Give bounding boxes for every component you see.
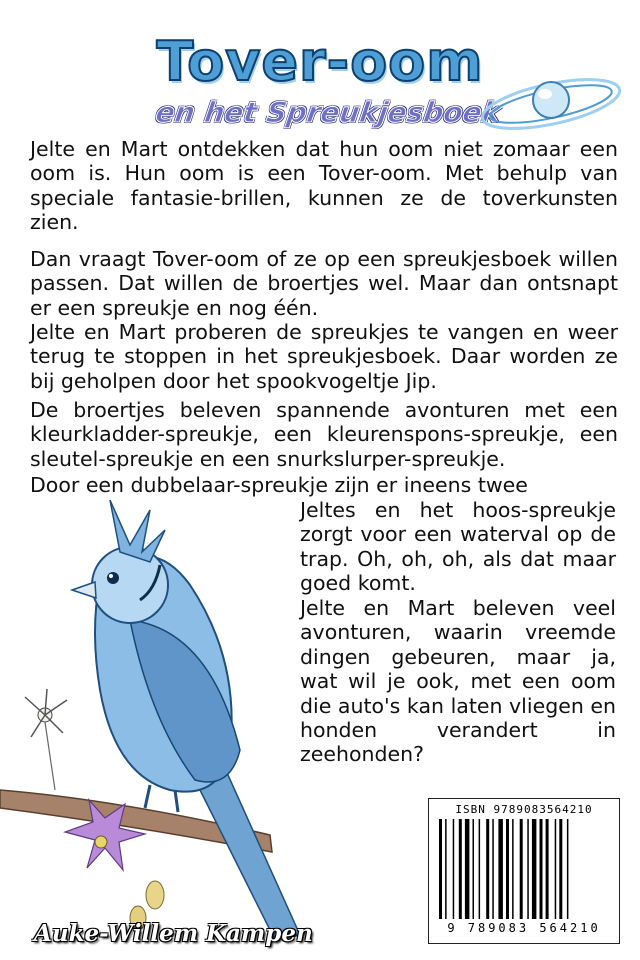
book-title: Tover-oom	[156, 30, 484, 93]
barcode-bar	[498, 819, 503, 919]
blurb-paragraph: Jelte en Mart ontdekken dat hun oom niet zomaar een oom is. Hun oom is een Tover-oom. Met behulp van speciale fantasie-brillen, kunnen ze de toverkunsten zien.	[30, 137, 618, 235]
book-subtitle: en het Spreukjesboek	[153, 96, 503, 129]
barcode-bar	[559, 819, 562, 919]
barcode-bar	[555, 819, 557, 919]
blurb-paragraph: Dan vraagt Tover-oom of ze op een spreukjesboek willen passen. Dat willen de broertjes wel. Maar dan ontsnapt er een spreukje en nog één.	[30, 247, 618, 320]
barcode-bar	[492, 819, 494, 919]
barcode-bar	[527, 819, 529, 919]
barcode-bar	[445, 819, 447, 919]
barcode-bar	[546, 819, 549, 919]
barcode-bar	[479, 819, 481, 919]
barcode-bar	[532, 819, 537, 919]
barcode	[428, 798, 620, 944]
blurb-paragraph: De broertjes beleven spannende avonturen met een kleurkladder-spreukje, een kleurenspons-spreukje, een sleutel-spreukje en een snurkslurper-spreukje.	[30, 398, 618, 471]
planet-ring-icon	[476, 62, 626, 142]
barcode-bar	[439, 819, 442, 919]
barcode-bar	[567, 819, 569, 919]
barcode-bars	[437, 819, 611, 919]
barcode-bar	[465, 819, 470, 919]
flower-icon	[25, 689, 67, 790]
barcode-bar	[520, 819, 523, 919]
blurb-paragraph: Jelte en Mart beleven veel avonturen, waarin vreemde dingen gebeuren, maar ja, wat wil je ook, met een oom die auto's kan laten vliegen en honden verandert in zeehonden?	[300, 596, 616, 767]
bird-illustration	[0, 490, 330, 960]
author-name: Auke-Willem Kampen	[34, 920, 313, 947]
barcode-bar	[453, 819, 455, 919]
barcode-bar	[512, 819, 514, 919]
blurb-paragraph: Jelte en Mart proberen de spreukjes te vangen en weer terug te stoppen in het spreukjesboek. Daar worden ze bij geholpen door het spookvogeltje Jip.	[30, 320, 618, 393]
barcode-bar	[540, 819, 543, 919]
barcode-bar	[459, 819, 462, 919]
isbn-digits: 9 789083 564210	[447, 921, 601, 935]
blurb-paragraph: Jeltes en het hoos-spreukje zorgt voor een waterval op de trap. Oh, oh, oh, als dat maar goed komt.	[300, 498, 616, 596]
barcode-bar	[506, 819, 509, 919]
isbn-label: ISBN 9789083564210	[455, 803, 593, 816]
barcode-bar	[473, 819, 475, 919]
blurb-paragraph: Door een dubbelaar-spreukje zijn er ineens twee	[30, 473, 528, 497]
barcode-bar	[486, 819, 489, 919]
